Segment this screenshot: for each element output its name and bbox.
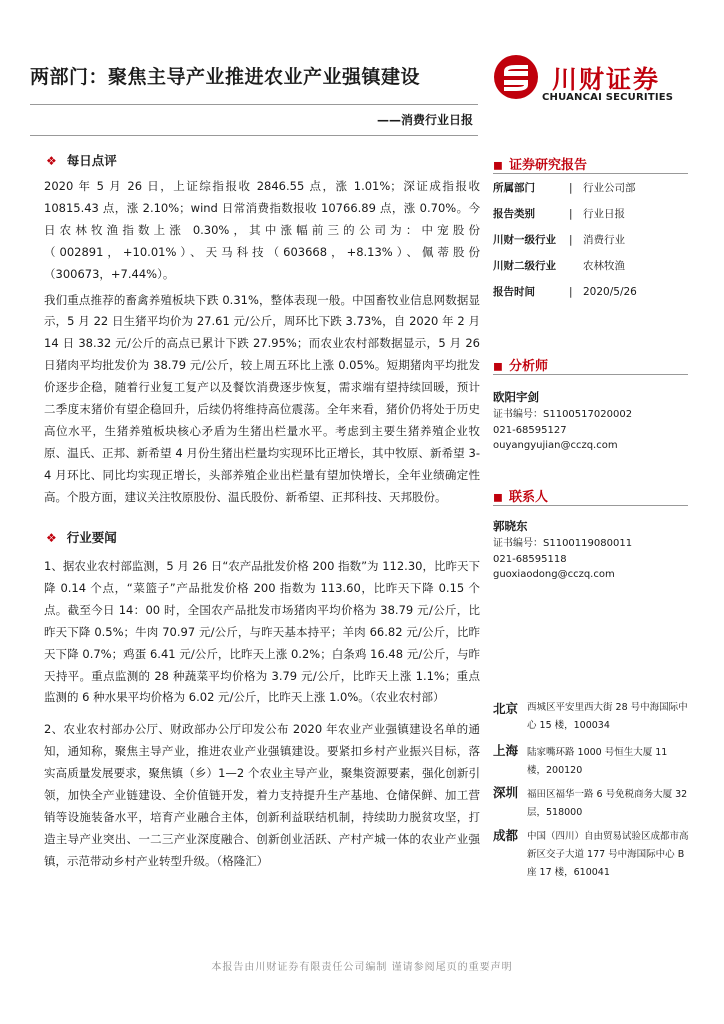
section-daily-review-heading: ❖ 每日点评 — [46, 153, 117, 168]
contact-email[interactable]: guoxiaodong@cczq.com — [493, 569, 615, 580]
news-item-2: 2、农业农村部办公厅、财政部办公厅印发公布 2020 年农业产业强镇建设名单的通知，通知称，聚焦主导产业，推进农业产业强镇建设。要紧扣乡村产业振兴目标，落实高质量发展要求，聚焦镇（乡）1—2 个农业主导产业，聚集资源要素，强化创新引领，加快全产业链建设、全价值链开发，着力支持提升生产基地、仓储保鲜、加工营销等设施装备水平，培育产业融合主体，创新利益联结机制，持续助力脱贫攻坚，打造主导产业突出、一二三产业深度融合、创新创业活跃、产村产城一体的农业产业强镇，示范带动乡村产业转型升级。（格隆汇） — [44, 722, 480, 868]
address-text-chengdu: 中国（四川）自由贸易试验区成都市高新区交子大道 177 号中海国际中心 B 座 17 楼，610041 — [527, 831, 689, 878]
address-city-chengdu: 成都 — [493, 828, 519, 843]
sidebar-divider — [493, 173, 688, 174]
daily-review-paragraph-2: 我们重点推荐的畜禽养殖板块下跌 0.31%，整体表现一般。中国畜牧业信息网数据显示，5 月 22 日生猪平均价为 27.61 元/公斤，周环比下跌 3.73%，自 2020 年 2 月 14 日 38.32 元/公斤的高点已累计下跌 27.95%；而农业农村部数据显示，5 月 26 日猪肉平均批发价为 38.79 元/公斤，较上周五环比上涨 0.05%。短期猪肉平均批发价逐步企稳，随着行业复工复产以及餐饮消费逐步恢复，需求端有望持续回暖，预计二季度末猪价有望企稳回升，后续仍将维持高位震荡。全年来看，猪价仍将处于历史高位水平，生猪养殖板块核心矛盾为生猪出栏量水平。考虑到主要生猪养殖企业牧原、温氏、正邦、新希望 4 月份生猪出栏量均实现环比正增长，其中牧原、新希望 3-4 月环比、同比均实现正增长，头部养殖企业出栏量有望加快增长，全年业绩确定性高。个股方面，建议关注牧原股份、温氏股份、新希望、正邦科技、天邦股份。 — [44, 292, 480, 504]
news-item-1: 1、据农业农村部监测，5 月 26 日“农产品批发价格 200 指数”为 112.30，比昨天下降 0.14 个点，“菜篮子”产品批发价格 200 指数为 113.60，比昨天下降 0.15 个点。截至今日 14：00 时，全国农产品批发市场猪肉平均价格为 38.79 元/公斤，比昨天下降 0.5%；牛肉 70.97 元/公斤，与昨天基本持平；羊肉 66.82 元/公斤，比昨天下降 0.7%；鸡蛋 6.41 元/公斤，比昨天上涨 0.2%；白条鸡 16.48 元/公斤，与昨天持平。重点监测的 28 种蔬菜平均价格为 3.79 元/公斤，比昨天上涨 1.1%；重点监测的 6 种水果平均价格为 6.02 元/公斤，比昨天上涨 1.0%。（农业农村部） — [44, 559, 480, 705]
diamond-bullet-icon: ❖ — [46, 154, 57, 168]
square-bullet-icon: ◼ — [493, 158, 503, 172]
address-text-shanghai: 陆家嘴环路 1000 号恒生大厦 11 楼，200120 — [527, 747, 668, 776]
report-info-table — [493, 175, 693, 305]
logo-text-cn: 川财证券 — [552, 65, 661, 94]
header-divider-lower — [30, 135, 478, 136]
sidebar-divider — [493, 505, 688, 506]
info-row-category: 报告类别 | 行业日报 — [493, 208, 625, 220]
address-text-shenzhen: 福田区福华一路 6 号免税商务大厦 32 层，518000 — [527, 789, 688, 818]
company-logo-icon — [493, 54, 539, 100]
address-text-beijing: 西城区平安里西大街 28 号中海国际中心 15 楼，100034 — [527, 702, 688, 731]
analyst-card — [493, 389, 693, 454]
analyst-phone: 021-68595127 — [493, 424, 567, 436]
analyst-email[interactable]: ouyangyujian@cczq.com — [493, 440, 618, 451]
address-city-shanghai: 上海 — [493, 743, 519, 758]
info-row-department: 所属部门 | 行业公司部 — [493, 182, 636, 194]
logo-text-en: CHUANCAI SECURITIES — [542, 92, 674, 103]
square-bullet-icon: ◼ — [493, 490, 503, 504]
info-row-secondary-industry: 川财二级行业 农林牧渔 — [493, 260, 625, 272]
address-city-beijing: 北京 — [493, 701, 519, 716]
page-subtitle: ——消费行业日报 — [376, 113, 473, 127]
section-industry-news-heading: ❖ 行业要闻 — [46, 530, 117, 545]
address-city-shenzhen: 深圳 — [493, 785, 519, 800]
contact-name: 郭晓东 — [493, 519, 528, 533]
diamond-bullet-icon: ❖ — [46, 531, 57, 545]
info-row-primary-industry: 川财一级行业 | 消费行业 — [493, 234, 625, 246]
daily-review-section — [44, 176, 480, 509]
analyst-name: 欧阳宇剑 — [493, 390, 539, 404]
contact-phone: 021-68595118 — [493, 553, 567, 565]
industry-news-section — [44, 556, 480, 873]
analyst-heading: ◼ 分析师 — [493, 359, 548, 374]
contact-cert: 证书编号：S1100119080011 — [493, 538, 633, 549]
analyst-cert: 证书编号：S1100517020002 — [493, 409, 633, 420]
square-bullet-icon: ◼ — [493, 359, 503, 373]
daily-review-paragraph-1: 2020 年 5 月 26 日，上证综指报收 2846.55 点，涨 1.01%；深证成指报收 10815.43 点，涨 2.10%；wind 日常消费指数报收 10766.89 点，涨 0.70%。今日农林牧渔指数上涨 0.30%，其中涨幅前三的公司为：中宠股份（002891，+10.01%）、天马科技（603668，+8.13%）、佩蒂股份（300673，+7.44%）。 — [44, 179, 480, 281]
page-title: 两部门：聚焦主导产业推进农业产业强镇建设 — [30, 66, 421, 88]
page-footer-disclaimer: 本报告由川财证券有限责任公司编制 谨请参阅尾页的重要声明 — [211, 962, 513, 973]
research-report-heading: ◼ 证券研究报告 — [493, 158, 587, 173]
header-divider — [30, 104, 478, 105]
sidebar-divider — [493, 374, 688, 375]
contact-heading: ◼ 联系人 — [493, 490, 548, 505]
contact-card — [493, 518, 693, 583]
info-row-report-date: 报告时间 | 2020/5/26 — [493, 286, 637, 298]
